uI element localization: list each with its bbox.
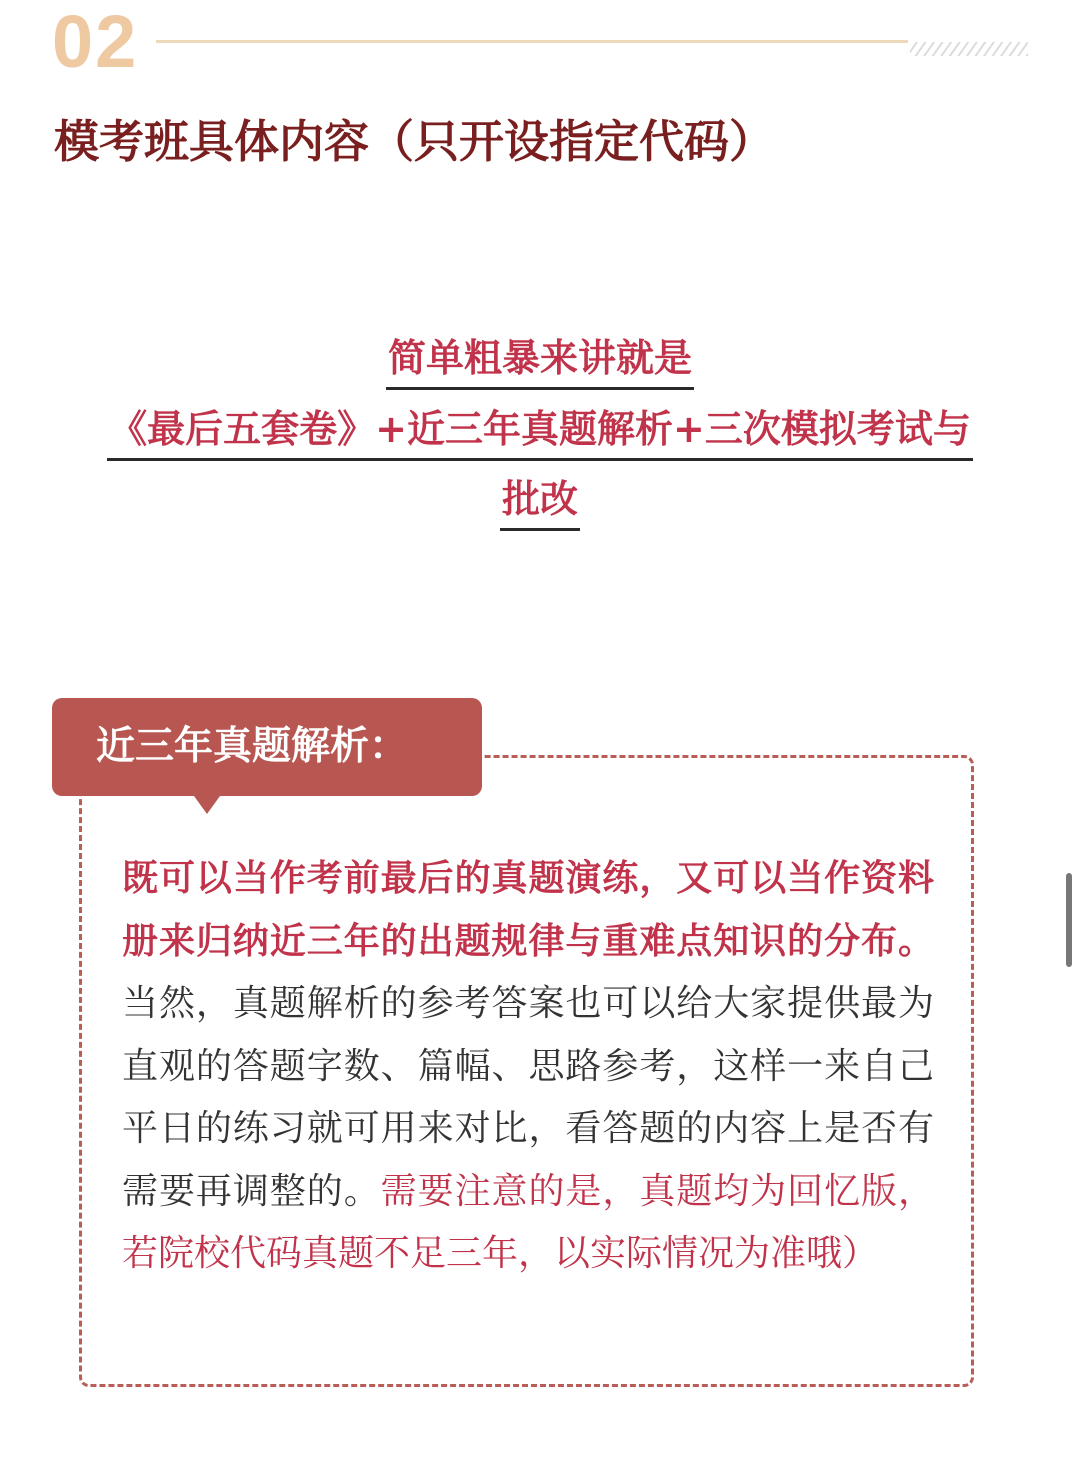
highlight-line-1 [0, 333, 1080, 390]
card-body-note: 需要注意的是，真题均为回忆版，若院校代码真题不足三年，以实际情况为准哦） [122, 1170, 934, 1274]
section-number: 02 [52, 0, 139, 83]
section-title: 模考班具体内容（只开设指定代码） [54, 115, 775, 168]
card-body-plain: 当然，真题解析的参考答案也可以给大家提供最为直观的答题字数、篇幅、思路参考，这样一来自己平日的练习就可用来对比，看答题的内容上是否有需要再调整的。 [122, 983, 934, 1212]
highlight-line-2 [0, 404, 1080, 461]
highlight-text-2: 《最后五套卷》+近三年真题解析+三次模拟考试与 [107, 404, 973, 461]
scrollbar-thumb[interactable] [1066, 873, 1072, 967]
section-divider-line [156, 40, 908, 43]
highlight-text-1: 简单粗暴来讲就是 [386, 333, 694, 390]
highlight-line-3 [0, 474, 1080, 531]
highlight-text-3: 批改 [500, 474, 580, 531]
card-body-emphasis: 既可以当作考前最后的真题演练，又可以当作资料册来归纳近三年的出题规律与重难点知识的分布。 [122, 858, 934, 962]
card-tag-label: 近三年真题解析： [96, 724, 409, 769]
card-tag-pointer [194, 796, 220, 814]
card-body [122, 848, 934, 1286]
section-divider-hatch [910, 42, 1028, 56]
